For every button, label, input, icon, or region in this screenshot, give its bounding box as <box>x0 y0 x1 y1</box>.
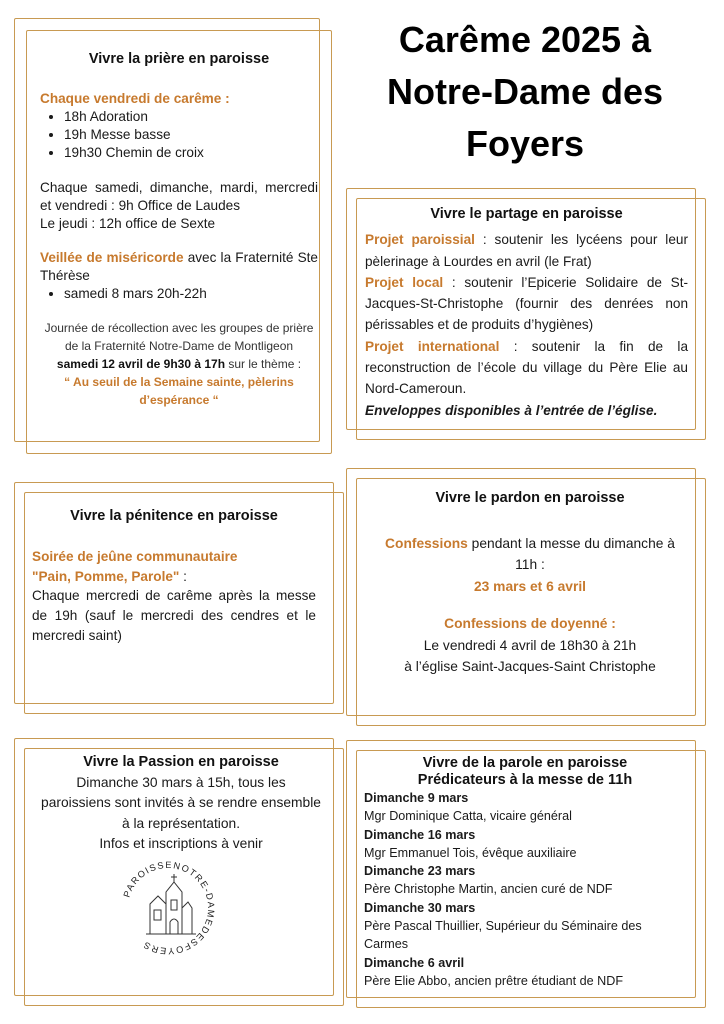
list-item: • 18h Adoration <box>64 108 318 126</box>
page-title: Carême 2025 à Notre-Dame des Foyers <box>386 19 664 164</box>
recollection-block: Journée de récollection avec les groupes de prière de la Fraternité Notre-Dame de Montligeon samedi 12 avril de 9h30 à 17h sur le thème : “ Au seuil de la Semaine sainte, pèlerins d’espérance “ <box>44 320 314 407</box>
section-heading: Vivre de la parole en paroisse <box>422 755 628 771</box>
enveloppes-note: Enveloppes disponibles à l’entrée de l’église. <box>365 402 658 418</box>
confessions-text: Confessions pendant la messe du dimanche à 11h : <box>385 535 675 572</box>
section-heading: Vivre le partage en paroisse <box>430 206 623 222</box>
projet-international: Projet international : soutenir la fin de la reconstruction de l’école du village du Père Elie au Nord-Cameroun. <box>365 338 689 397</box>
projet-local: Projet local : soutenir l’Epicerie Solidaire de St-Jacques-St-Christophe (fournir des denrées non périssables et de produits d’hygiènes) <box>365 274 689 333</box>
section-subheading: Prédicateurs à la messe de 11h <box>417 772 633 788</box>
passion-infos: Infos et inscriptions à venir <box>99 836 263 851</box>
friday-list <box>40 108 318 162</box>
parish-logo <box>112 852 224 964</box>
soiree-title: "Pain, Pomme, Parole" : <box>32 568 187 584</box>
predicateurs-list <box>364 789 686 990</box>
veillee-list <box>40 285 318 303</box>
passion-text: Dimanche 30 mars à 15h, tous les paroissiens sont invités à se rendre ensemble à la représentation. <box>41 774 321 831</box>
list-item-date: Dimanche 16 mars <box>364 827 476 842</box>
church-icon <box>146 874 196 934</box>
list-item-who: Mgr Emmanuel Tois, évêque auxiliaire <box>364 845 577 860</box>
confessions-dates: 23 mars et 6 avril <box>474 578 586 594</box>
list-item-who: Père Elie Abbo, ancien prêtre étudiant de NDF <box>364 973 624 988</box>
list-item: • 19h Messe basse <box>64 126 318 144</box>
sexte-text: Le jeudi : 12h office de Sexte <box>40 215 216 231</box>
section-heading: Vivre la pénitence en paroisse <box>70 508 278 524</box>
section-heading: Vivre la prière en paroisse <box>88 51 270 67</box>
list-item-date: Dimanche 6 avril <box>364 955 465 970</box>
projet-paroissial: Projet paroissial : soutenir les lycéens pour leur pèlerinage à Lourdes en avril (le Frat) <box>365 232 688 269</box>
doyenne-line: Le vendredi 4 avril de 18h30 à 21h <box>423 637 637 653</box>
list-item-who: Père Christophe Martin, ancien curé de NDF <box>364 882 613 897</box>
laudes-text: Chaque samedi, dimanche, mardi, mercredi et vendredi : 9h Office de Laudes <box>40 179 318 213</box>
veillee-text: Veillée de miséricorde avec la Fraternité Ste Thérèse <box>40 249 318 283</box>
section-heading: Vivre le pardon en paroisse <box>435 490 625 506</box>
doyenne-place: à l’église Saint-Jacques-Saint Christophe <box>404 659 656 674</box>
logo-text: PAROISSENOTRE-DAMEDESFOYERS <box>121 859 217 957</box>
list-item-date: Dimanche 23 mars <box>364 864 476 879</box>
doyenne-label: Confessions de doyenné : <box>444 616 616 631</box>
list-item: • samedi 8 mars 20h-22h <box>64 285 318 303</box>
list-item-who: Père Pascal Thuillier, Supérieur du Séminaire des Carmes <box>364 919 642 952</box>
list-item-date: Dimanche 30 mars <box>364 900 476 915</box>
list-item-who: Mgr Dominique Catta, vicaire général <box>364 809 572 824</box>
list-item: • 19h30 Chemin de croix <box>64 144 318 162</box>
soiree-label: Soirée de jeûne communautaire <box>32 548 238 564</box>
list-item-date: Dimanche 9 mars <box>364 791 469 805</box>
soiree-text: Chaque mercredi de carême après la messe de 19h (sauf le mercredi des cendres et le mercredi saint) <box>32 588 316 643</box>
friday-label: Chaque vendredi de carême : <box>40 91 230 107</box>
section-heading: Vivre la Passion en paroisse <box>83 754 279 770</box>
